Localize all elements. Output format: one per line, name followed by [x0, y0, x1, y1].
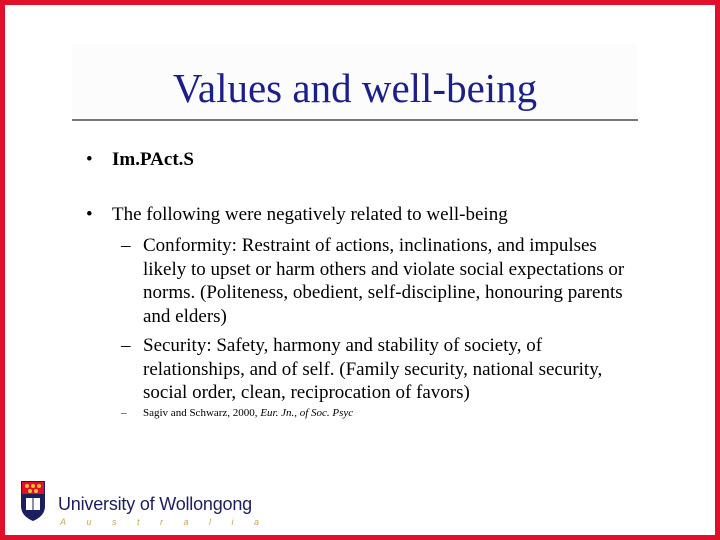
dash-glyph: –	[121, 407, 127, 419]
dash-glyph: –	[121, 235, 131, 256]
sub-bullet-text: Conformity: Restraint of actions, inclinations, and impulses likely to upset or harm others and violate social expectations or norms. (Politeness, obedient, self-discipline, honouring parents and elders)	[143, 235, 625, 327]
sub-bullet-text: Security: Safety, harmony and stability of society, of relationships, and of self. (Family security, national security, social order, clean, reciprocation of favors)	[143, 335, 603, 403]
dash-glyph: –	[121, 335, 131, 356]
bullet-text: The following were negatively related to well-being	[112, 204, 508, 225]
reference-authors: Sagiv and Schwarz, 2000,	[143, 407, 261, 419]
bullet-glyph: •	[86, 149, 93, 170]
title-box	[72, 44, 638, 121]
university-name: University of Wollongong	[58, 494, 252, 514]
reference-text	[143, 407, 353, 419]
bullet-text: Im.PAct.S	[112, 149, 194, 170]
university-crest-icon	[20, 480, 46, 522]
university-country: Australia	[60, 517, 280, 527]
slide-title: Values and well-being	[172, 65, 538, 111]
reference-journal: Eur. Jn., of Soc. Psyc	[260, 407, 354, 419]
bullet-glyph: •	[86, 204, 93, 225]
